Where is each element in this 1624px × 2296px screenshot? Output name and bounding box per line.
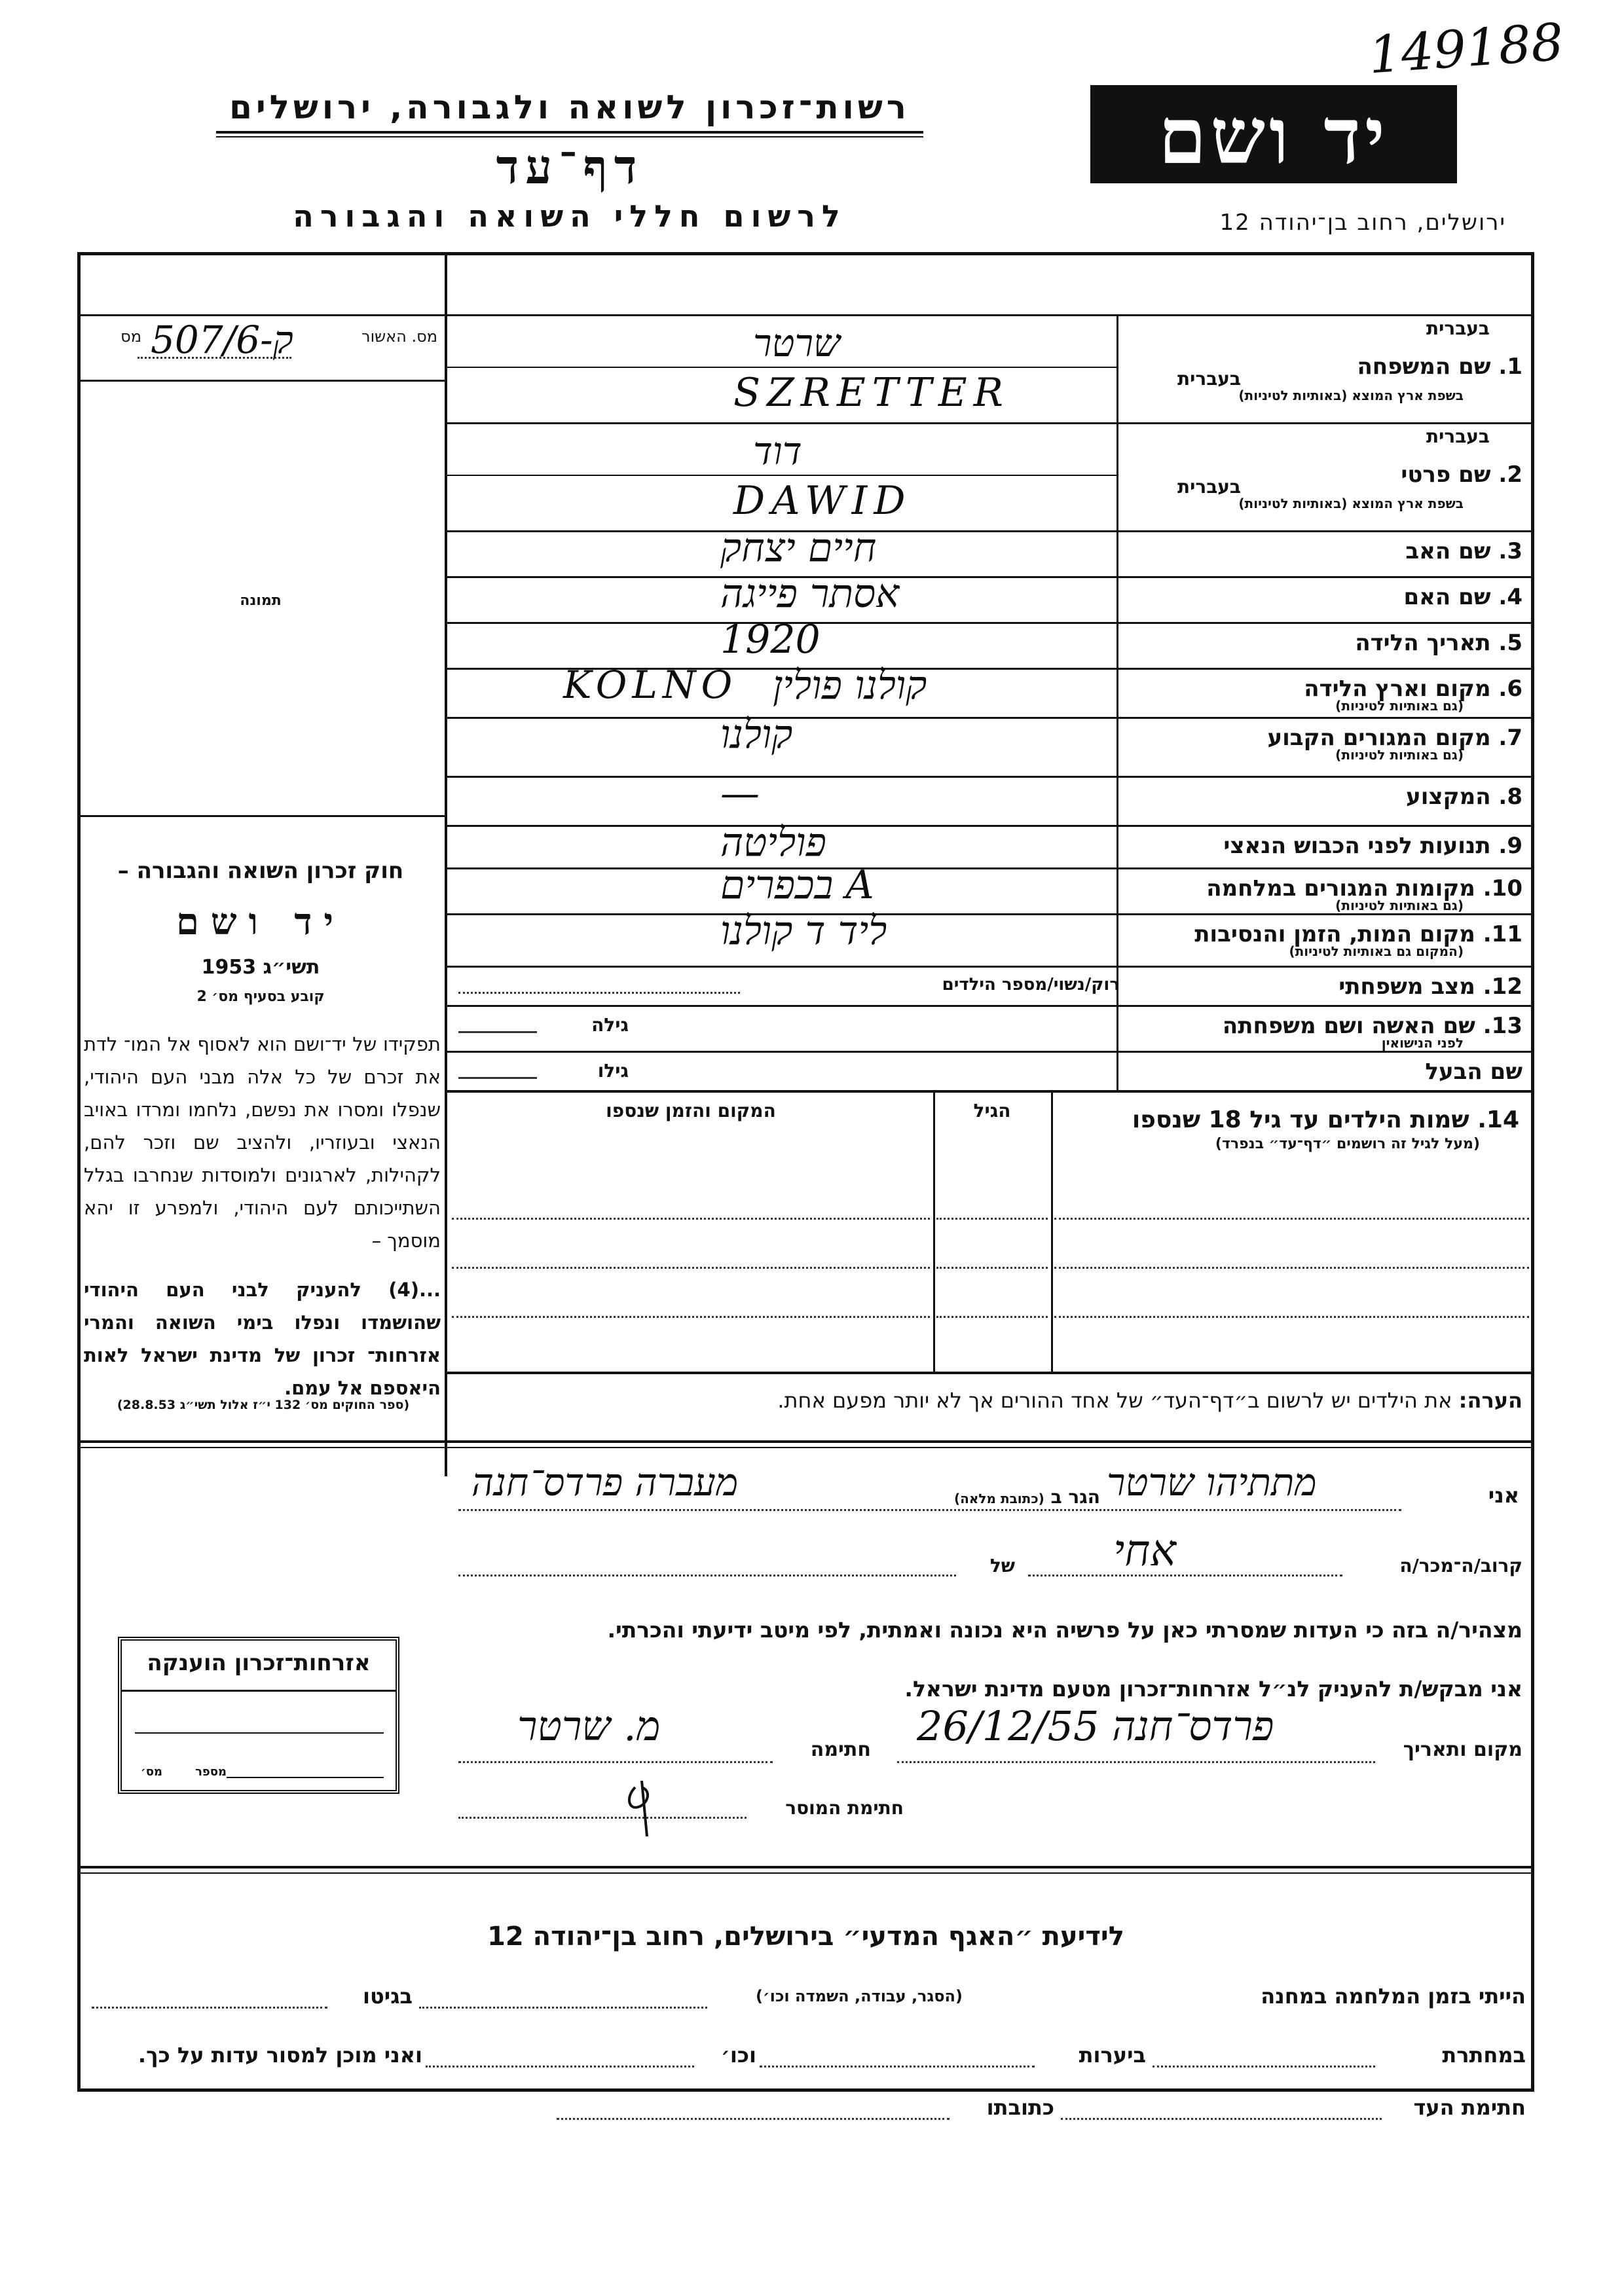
field-sub-latin: בשפת ארץ המוצא (באותיות לטיניות) [1238,388,1464,403]
field-value: ליד ד קולנו [720,908,887,954]
field-divider [447,825,1534,827]
field-value: 1920 [720,617,821,663]
stamp-number-label: מספר [195,1765,227,1779]
field-label-4 [1123,584,1522,610]
field-label-9 [1123,833,1522,859]
children-sub: (מעל לגיל זה רושמים ״דף־עד״ בנפרד) [1215,1136,1480,1152]
field-label-text: תאריך הלידה [1355,630,1491,656]
footer-line1-a: הייתי בזמן המלחמה במחנה [1261,1984,1526,2009]
law-title: חוק זכרון השואה והגבורה – [117,858,404,884]
law-year: תשי״ג 1953 [201,956,320,979]
archive-number: 149188 [1367,12,1566,86]
field-label-12 [1123,974,1522,1000]
field-label-text: מקום המות, הזמן והנסיבות [1194,921,1475,947]
footer-line1-b: בגיטו [363,1984,413,2009]
field-label-text: שם האם [1403,584,1491,610]
footer-line1-sub: (הסגר, עבודה, השמדה וכו׳) [755,1987,963,2005]
law-clause: קובע בסעיף מס׳ 2 [196,989,325,1005]
field-half-divider [447,367,1116,368]
field-value-hebrew: שרטר [753,321,841,365]
field-label-text: שם הבעל [1425,1059,1522,1085]
field-number: 9. [1498,833,1522,859]
field-value-hebrew: קולנו פולין [773,663,927,708]
field-number: 8. [1498,784,1522,810]
field-value: אסתר פייגה [720,571,900,617]
field-number: 6. [1498,676,1522,702]
field-label-text: שם המשפחה [1357,354,1491,380]
field-value: קולנו [720,712,793,757]
signature-value: מ. שרטר [517,1702,661,1750]
form-subtitle: לרשום חללי השואה והגבורה [293,198,847,234]
field-sub-hebrew: בעברית [1426,426,1490,447]
field-number: 11. [1483,921,1522,947]
field-value-latin: SZRETTER [733,370,1010,416]
col-age-header: הגיל [973,1100,1011,1121]
citizenship-stamp-box [118,1637,399,1794]
relation-value: אחי [1113,1525,1176,1576]
yad-vashem-logo [1090,85,1457,183]
field-label-14 [1123,1059,1522,1085]
footer-line2-b: ביערות [1079,2043,1146,2068]
place-date-value: פרדס־חנה 26/12/55 [917,1702,1274,1750]
field-number: 13. [1483,1013,1522,1039]
law-text-2: ...(4) להעניק לבני העם היהודי שהושמדו ונפלו בימי השואה והמרי אזרחות־ זכרון של מדינת ישראל לאות היאספם אל עמם. [84,1279,441,1399]
field-sub: לפני הנישואין [1381,1035,1464,1051]
law-name: יד ושם [175,900,346,943]
field-divider [447,776,1534,778]
address-value: מעברה פרדס־חנה [471,1460,739,1504]
field-divider [447,1051,1534,1053]
age-line [458,1077,537,1079]
field-sub-hebrew: בעברית [1426,318,1490,339]
field-sub-hebrew-2: בעברית [1177,368,1241,390]
field-label-5 [1123,630,1522,656]
col-place-header: המקום והזמן שנספו [606,1100,776,1121]
field-label-text: מקום המגורים הקבוע [1267,725,1491,751]
field-label-text: שם פרטי [1401,462,1491,488]
collector-signature [622,1774,661,1840]
field-value: בכפרים A [720,862,874,908]
field-number: 5. [1498,630,1522,656]
field-value: פוליטה [720,820,826,866]
field-sub: (גם באותיות לטיניות) [1335,698,1464,714]
field-divider [447,530,1534,532]
serial-label: מס. האשור [361,327,437,346]
field-label-text: שם האב [1405,538,1491,564]
logo-text: יד ושם [1158,90,1390,181]
field-value: — [720,771,760,816]
field-label-text: מקום וארץ הלידה [1304,676,1491,702]
serial-prefix: מס [120,327,141,346]
field-label-text: המקצוע [1406,784,1491,810]
field-divider [447,622,1534,624]
field-number: 1. [1498,354,1522,380]
stamp-title: אזרחות־זכרון הוענקה [147,1650,371,1676]
statement-2: אני מבקש/ת להעניק לנ״ל אזרחות־זכרון מטעם מדינת ישראל. [904,1676,1522,1702]
field-label-text: שם האשה ושם משפחתה [1222,1013,1475,1039]
field-sub: (גם באותיות לטיניות) [1335,747,1464,763]
field-sub-latin: בשפת ארץ המוצא (באותיות לטיניות) [1238,496,1464,511]
collector-label: חתימת המוסר [785,1797,904,1819]
footer-line3-a: חתימת העד [1413,2095,1526,2120]
field-number: 7. [1498,725,1522,751]
footer-line3-b: כתובתו [986,2095,1054,2120]
law-source: (ספר החוקים מס׳ 132 י״ז אלול תשי״ג 28.8.53) [117,1398,410,1412]
field-label-text: מצב משפחתי [1338,974,1475,1000]
field-label-3 [1123,538,1522,564]
field-divider [447,717,1534,719]
field-number: 12. [1483,974,1522,1000]
field-number: 2. [1498,462,1522,488]
field-sub: (המקום גם באותיות לטיניות) [1289,943,1464,959]
field-label-text: מקומות המגורים במלחמה [1206,875,1475,902]
children-label: 14. שמות הילדים עד גיל 18 שנספו [1132,1106,1519,1133]
field-divider [447,576,1534,578]
field-half-divider [447,475,1116,476]
relation-label: קרוב/ה־מכר/ה [1399,1555,1522,1576]
signature-label: חתימה [810,1738,871,1761]
field-number: 3. [1498,538,1522,564]
marital-options: רוק/נשוי/מספר הילדים [942,975,1120,994]
field-sub-hebrew-2: בעברית [1177,476,1241,498]
field-divider [447,867,1534,869]
statement-1: מצהיר/ה בזה כי העדות שמסרתי כאן על פרשיה היא נכונה ואמתית, לפי מיטב ידיעתי והכרתי. [607,1617,1522,1643]
serial-value: 507/6-ק [151,318,293,362]
field-value-latin: DAWID [733,478,912,524]
marital-dotline [458,992,740,994]
field-divider [447,422,1534,424]
age-label: גילו [597,1060,629,1082]
stamp-number-prefix: מס׳ [140,1765,162,1779]
age-line [458,1031,537,1033]
footer-line2-d: ואני מוכן למסור עדות על כך. [138,2043,422,2068]
field-sub: (גם באותיות לטיניות) [1335,898,1464,913]
authority-name: רשות־זכרון לשואה ולגבורה, ירושלים [229,88,910,126]
field-divider [447,913,1534,915]
address-header: ירושלים, רחוב בן־יהודה 12 [1219,210,1506,236]
footer-line2-a: במחתרת [1442,2043,1526,2068]
field-divider [447,966,1534,968]
field-number: 4. [1498,584,1522,610]
relation-of: של [989,1555,1015,1576]
resident-label: הגר ב (כתובת מלאה) [953,1486,1100,1508]
age-label: גילה [591,1014,629,1036]
i-value: מתתיהו שרטר [1107,1460,1317,1504]
field-value-hebrew: דוד [753,429,802,473]
photo-label: תמונה [240,592,282,609]
field-number: 10. [1483,875,1522,902]
field-divider [447,1005,1534,1007]
field-label-8 [1123,784,1522,810]
footer-title: לידיעת ״האגף המדעי״ בירושלים, רחוב בן־יהודה 12 [487,1922,1124,1952]
note: הערה: את הילדים יש לרשום ב״דף־העד״ של אחד ההורים אך לא יותר מפעם אחת. [777,1388,1522,1413]
field-label-text: תנועות לפני הכבוש הנאצי [1223,833,1491,859]
law-text-1: תפקידו של יד־ושם הוא לאסוף אל המו־ לדת את זכרם של כל אלה מבני העם היהודי, שנפלו ומסרו את נפשם, נלחמו ומרדו באויב הנאצי ובעוזריו, ולהציב שם וזכר להם, לקהילות, לארגונים ולמוסדות שנחרבו בגלל השתייכותם לעם היהודי, ולמפרע זו יהא מוסמך – [84,1033,441,1252]
i-label: אני [1488,1483,1519,1508]
field-value-latin: KOLNO [563,663,738,707]
field-value: חיים יצחק [720,525,877,571]
place-date-label: מקום ותאריך [1403,1738,1522,1761]
form-title: דף־עד [496,139,644,194]
footer-line2-c: וכו׳ [720,2043,756,2068]
